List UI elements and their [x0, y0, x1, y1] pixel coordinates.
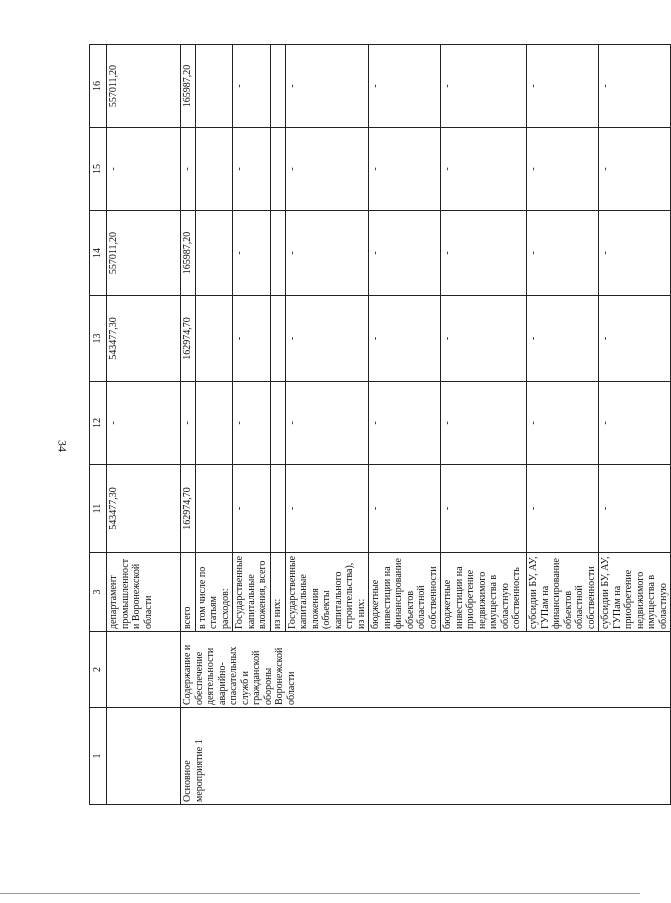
value-cell: -	[181, 128, 196, 211]
value-cell	[271, 45, 286, 128]
value-cell: 165987,20	[181, 45, 196, 128]
measure-title-cell	[107, 632, 181, 708]
value-cell: -	[285, 211, 369, 296]
page-number: 34	[55, 440, 70, 452]
value-cell: -	[369, 465, 441, 553]
value-cell: -	[599, 45, 671, 128]
column-number: 15	[90, 128, 107, 211]
row-label: субсидии БУ, АУ, ГУПам на финансирование объектов областной собственности	[527, 553, 599, 632]
value-cell: -	[599, 465, 671, 553]
column-number: 13	[90, 296, 107, 382]
value-cell	[195, 45, 233, 128]
row-label: в том числе по статьям расходов:	[195, 553, 233, 632]
value-cell: 543477,30	[107, 296, 181, 382]
value-cell	[271, 211, 286, 296]
value-cell: 557011,20	[107, 211, 181, 296]
value-cell: -	[527, 296, 599, 382]
value-cell: -	[285, 296, 369, 382]
value-cell: -	[369, 128, 441, 211]
value-cell: -	[233, 382, 271, 465]
measure-label: Основное мероприятие 1	[181, 708, 671, 805]
value-cell: -	[441, 296, 527, 382]
value-cell: -	[285, 382, 369, 465]
column-number: 12	[90, 382, 107, 465]
row-label: бюджетные инвестиции на финансирование объектов областной собственности	[369, 553, 441, 632]
value-cell: -	[285, 465, 369, 553]
column-number: 3	[90, 553, 107, 632]
value-cell: 162974,70	[181, 465, 196, 553]
table-row	[107, 45, 181, 805]
value-cell: -	[233, 296, 271, 382]
column-number: 2	[90, 632, 107, 708]
column-number: 11	[90, 465, 107, 553]
value-cell: -	[369, 296, 441, 382]
value-cell: -	[107, 382, 181, 465]
measure-cell	[107, 708, 181, 805]
value-cell: -	[599, 382, 671, 465]
value-cell: -	[285, 45, 369, 128]
value-cell	[195, 465, 233, 553]
value-cell: 543477,30	[107, 465, 181, 553]
value-cell: -	[233, 128, 271, 211]
row-label: бюджетные инвестиции на приобретение недвижимого имущества в областную собственность	[441, 553, 527, 632]
row-label: Государственные капитальные вложения, всего	[233, 553, 271, 632]
value-cell	[271, 465, 286, 553]
value-cell	[271, 128, 286, 211]
value-cell	[195, 128, 233, 211]
value-cell: -	[369, 211, 441, 296]
budget-table-rotated	[89, 45, 669, 805]
value-cell	[271, 382, 286, 465]
value-cell	[195, 296, 233, 382]
value-cell: -	[599, 128, 671, 211]
value-cell: -	[527, 211, 599, 296]
value-cell: -	[369, 382, 441, 465]
value-cell: -	[599, 211, 671, 296]
value-cell: -	[527, 128, 599, 211]
value-cell: 557011,20	[107, 45, 181, 128]
value-cell: -	[233, 45, 271, 128]
bottom-divider	[0, 893, 640, 894]
value-cell: -	[107, 128, 181, 211]
value-cell: -	[599, 296, 671, 382]
value-cell: 165987,20	[181, 211, 196, 296]
value-cell: -	[181, 382, 196, 465]
row-label: всего	[181, 553, 196, 632]
value-cell	[195, 211, 233, 296]
value-cell	[195, 382, 233, 465]
column-number: 1	[90, 708, 107, 805]
value-cell: -	[369, 45, 441, 128]
budget-table	[89, 44, 671, 805]
row-label: департамент промышленности Воронежской области	[107, 553, 181, 632]
value-cell: -	[441, 465, 527, 553]
value-cell: 162974,70	[181, 296, 196, 382]
row-label: из них:	[271, 553, 286, 632]
value-cell	[271, 296, 286, 382]
value-cell: -	[285, 128, 369, 211]
value-cell: -	[441, 382, 527, 465]
row-label: Государственные капитальные вложения (объекты капитального строительства), из них:	[285, 553, 369, 632]
value-cell: -	[233, 465, 271, 553]
column-number: 14	[90, 211, 107, 296]
value-cell: -	[441, 128, 527, 211]
value-cell: -	[527, 382, 599, 465]
measure-title: Содержание и обеспечение деятельности аварийно-спасательных служб и гражданской обороны Воронежской области	[181, 632, 671, 708]
value-cell: -	[527, 45, 599, 128]
row-label: субсидии БУ, АУ, ГУПам на приобретение недвижимого имущества в областную	[599, 553, 671, 632]
value-cell: -	[527, 465, 599, 553]
column-number: 16	[90, 45, 107, 128]
column-number-row	[90, 45, 107, 805]
table-row	[181, 45, 196, 805]
value-cell: -	[441, 211, 527, 296]
value-cell: -	[441, 45, 527, 128]
value-cell: -	[233, 211, 271, 296]
